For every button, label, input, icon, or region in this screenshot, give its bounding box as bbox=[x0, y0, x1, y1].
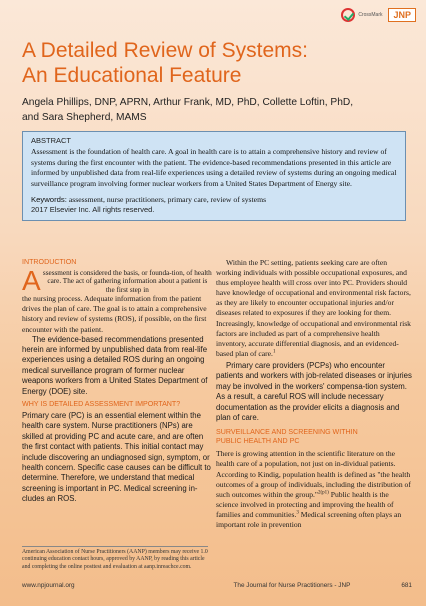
article-title bbox=[22, 38, 402, 88]
section-heading-surveillance bbox=[216, 428, 412, 446]
right-p3-b: Public health is the science involved in protecting and improving the health of families and communities. bbox=[216, 489, 394, 519]
abstract-label: ABSTRACT bbox=[31, 136, 72, 145]
crossmark-logo[interactable] bbox=[341, 8, 382, 22]
footer-journal: The Journal for Nurse Practitioners - JNP bbox=[233, 582, 351, 589]
pull-quote: ssessment is considered the basis, or founda-tion, of health care. The act of gathering information about a patient is the first step in bbox=[42, 269, 212, 294]
keywords-label: Keywords: bbox=[31, 195, 67, 205]
surveillance-head-line-1: SURVEILLANCE AND SCREENING WITHIN bbox=[216, 428, 358, 437]
journal-badge: JNP bbox=[388, 8, 416, 22]
copyright: 2017 Elsevier Inc. All rights reserved. bbox=[31, 205, 155, 215]
right-column bbox=[216, 258, 412, 530]
page-footer bbox=[22, 582, 412, 589]
citation-3: 3 bbox=[296, 510, 299, 516]
title-line-1: A Detailed Review of Systems: bbox=[22, 39, 308, 62]
right-paragraph-3 bbox=[216, 449, 412, 530]
drop-cap: A bbox=[22, 265, 41, 296]
right-p3-a: There is growing attention in the scientific literature on the health care of a population, not just on in-dividual patients. According to Kindig, population health is defined as "the health outcomes of a group of individuals, including the distribution of such outcomes within the group." bbox=[216, 449, 411, 499]
keywords-list: assessment, nurse practitioners, primary care, review of systems bbox=[68, 195, 267, 205]
footnote: American Association of Nurse Practitioners (AANP) members may receive 1.0 continuing education contact hours, approved by AANP, by reading this article and completing the online posttest and evaluation at aanp.inreachce.com. bbox=[22, 546, 208, 571]
left-column bbox=[22, 258, 212, 505]
crossmark-label: CrossMark bbox=[358, 12, 383, 18]
intro-paragraph-2: The evidence-based recommendations presented herein are informed by unpublished data from real-life experiences using a detailed ROS during an ongoing medical surveillance program of former nuclear weapons workers from a United States Department of Energy (DOE) site. bbox=[22, 334, 208, 396]
citation-1: 1 bbox=[272, 349, 276, 355]
title-line-2: An Educational Feature bbox=[22, 64, 242, 87]
surveillance-head-line-2: PUBLIC HEALTH AND PC bbox=[216, 437, 300, 446]
right-paragraph-1 bbox=[216, 258, 412, 359]
footer-url[interactable]: www.npjournal.org bbox=[22, 582, 75, 589]
right-paragraph-2: Primary care providers (PCPs) who encounter patients and workers with job-related diseases or injuries may be involved in the workers' compensa-tion system. As a result, a careful ROS will include necessary documentation as the provider elicits a diagnosis and plan of care. bbox=[216, 360, 412, 422]
abstract-box bbox=[22, 131, 406, 221]
author-list bbox=[22, 95, 412, 125]
section-heading-why: WHY IS DETAILED ASSESSMENT IMPORTANT? bbox=[22, 400, 181, 409]
header-logos bbox=[341, 8, 416, 22]
citation-2: 2(p1) bbox=[318, 490, 329, 496]
intro-paragraph-1 bbox=[22, 265, 212, 335]
authors-line-1: Angela Phillips, DNP, APRN, Arthur Frank, MD, PhD, Collette Loftin, PhD, bbox=[22, 97, 354, 108]
section-heading-introduction: INTRODUCTION bbox=[22, 258, 77, 266]
crossmark-icon bbox=[341, 8, 355, 22]
right-p1-text: Within the PC setting, patients seeking care are often working individuals with possible occupational exposures, and thus employee health will cross over into PC. Providers should have knowledge of occupational and environmental risk factors, as they are likely to encounter occupational injuries and/or diseases related to exposures if they are looking for them. Increasingly, knowledge of occupational and environmental risk factors are included as part of a comprehensive health inventory, accurate differential diagnosis, and an evidenced-based plan of care. bbox=[216, 258, 411, 358]
intro-p1-rest: the nursing process. Adequate information from the patient drives the plan of care. The goal is to attain a comprehensive history and review of systems (ROS), if possible, on the first encounter with the patient. bbox=[22, 294, 207, 334]
right-p3-c: Medical screening often plays an important role in prevention bbox=[216, 509, 402, 530]
keywords bbox=[31, 195, 397, 205]
page-number: 681 bbox=[401, 582, 412, 589]
authors-line-2: and Sara Shepherd, MAMS bbox=[22, 112, 147, 123]
why-paragraph-1: Primary care (PC) is an essential element within the health care system. Nurse practitioners (NPs) are skilled at providing PC and acute care, and are often the first contact with patients. This initial contact may include discovering an undiagnosed sign, symptom, or health concern. Specific case causes can be difficult to determine. Therefore, we understand that medical screening is important in PC. Medical screening in-cludes an ROS. bbox=[22, 411, 211, 504]
abstract-text: Assessment is the foundation of health care. A goal in health care is to attain a comprehensive history and review of systems during the first encounter with the patient. The evidence-based recommendations presented in this article are informed by unpublished data from real-life experiences using a detailed review of systems during an ongoing medical surveillance program involving former nuclear workers from a United States Department of Energy site. bbox=[31, 147, 397, 188]
